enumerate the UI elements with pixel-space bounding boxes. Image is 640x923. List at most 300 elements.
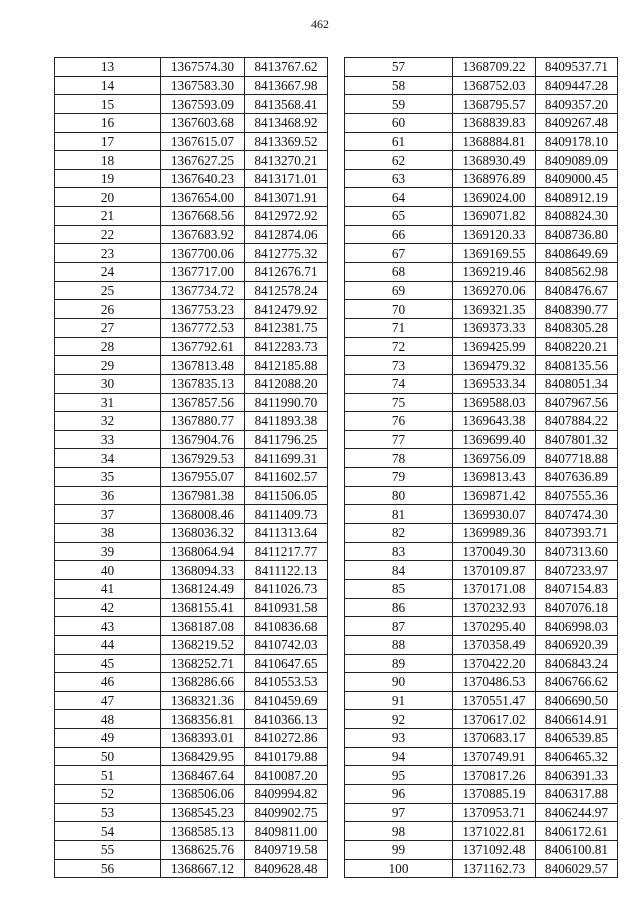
y-coordinate-cell: 8406690.50: [536, 691, 618, 710]
y-coordinate-cell: 8406317.88: [536, 784, 618, 803]
table-row: [55, 318, 328, 337]
x-coordinate-cell: 1370551.47: [453, 691, 536, 710]
table-row: [55, 822, 328, 841]
table-row: [55, 356, 328, 375]
table-row: [55, 673, 328, 692]
x-coordinate-cell: 1369756.09: [453, 449, 536, 468]
table-row: [345, 393, 618, 412]
x-coordinate-cell: 1367627.25: [161, 151, 245, 170]
table-row: [345, 281, 618, 300]
table-row: [345, 598, 618, 617]
table-row: [55, 169, 328, 188]
x-coordinate-cell: 1368976.89: [453, 169, 536, 188]
x-coordinate-cell: 1367593.09: [161, 95, 245, 114]
point-number-cell: 35: [55, 468, 161, 487]
table-row: [55, 393, 328, 412]
x-coordinate-cell: 1370617.02: [453, 710, 536, 729]
x-coordinate-cell: 1369071.82: [453, 207, 536, 226]
y-coordinate-cell: 8407555.36: [536, 486, 618, 505]
x-coordinate-cell: 1370232.93: [453, 598, 536, 617]
table-row: [345, 374, 618, 393]
table-row: [55, 617, 328, 636]
point-number-cell: 45: [55, 654, 161, 673]
point-number-cell: 60: [345, 113, 453, 132]
point-number-cell: 94: [345, 747, 453, 766]
y-coordinate-cell: 8411699.31: [245, 449, 328, 468]
point-number-cell: 91: [345, 691, 453, 710]
x-coordinate-cell: 1370953.71: [453, 803, 536, 822]
x-coordinate-cell: 1367772.53: [161, 318, 245, 337]
point-number-cell: 40: [55, 561, 161, 580]
x-coordinate-cell: 1369024.00: [453, 188, 536, 207]
y-coordinate-cell: 8409902.75: [245, 803, 328, 822]
x-coordinate-cell: 1368709.22: [453, 58, 536, 77]
x-coordinate-cell: 1368094.33: [161, 561, 245, 580]
x-coordinate-cell: 1368155.41: [161, 598, 245, 617]
table-row: [345, 76, 618, 95]
table-row: [55, 188, 328, 207]
y-coordinate-cell: 8412874.06: [245, 225, 328, 244]
table-row: [55, 281, 328, 300]
y-coordinate-cell: 8408220.21: [536, 337, 618, 356]
x-coordinate-cell: 1370049.30: [453, 542, 536, 561]
x-coordinate-cell: 1370171.08: [453, 579, 536, 598]
x-coordinate-cell: 1369533.34: [453, 374, 536, 393]
table-row: [345, 635, 618, 654]
table-row: [55, 654, 328, 673]
x-coordinate-cell: 1371022.81: [453, 822, 536, 841]
point-number-cell: 20: [55, 188, 161, 207]
table-row: [55, 412, 328, 431]
x-coordinate-cell: 1367813.48: [161, 356, 245, 375]
y-coordinate-cell: 8412088.20: [245, 374, 328, 393]
x-coordinate-cell: 1369699.40: [453, 430, 536, 449]
x-coordinate-cell: 1367981.38: [161, 486, 245, 505]
point-number-cell: 100: [345, 859, 453, 878]
y-coordinate-cell: 8410179.88: [245, 747, 328, 766]
y-coordinate-cell: 8410272.86: [245, 729, 328, 748]
table-row: [55, 729, 328, 748]
table-row: [345, 225, 618, 244]
x-coordinate-cell: 1370486.53: [453, 673, 536, 692]
x-coordinate-cell: 1368321.36: [161, 691, 245, 710]
point-number-cell: 93: [345, 729, 453, 748]
y-coordinate-cell: 8410366.13: [245, 710, 328, 729]
y-coordinate-cell: 8411602.57: [245, 468, 328, 487]
table-row: [345, 561, 618, 580]
x-coordinate-cell: 1369989.36: [453, 524, 536, 543]
point-number-cell: 83: [345, 542, 453, 561]
y-coordinate-cell: 8406539.85: [536, 729, 618, 748]
y-coordinate-cell: 8413071.91: [245, 188, 328, 207]
point-number-cell: 47: [55, 691, 161, 710]
x-coordinate-cell: 1369930.07: [453, 505, 536, 524]
x-coordinate-cell: 1368585.13: [161, 822, 245, 841]
y-coordinate-cell: 8411313.64: [245, 524, 328, 543]
table-row: [55, 430, 328, 449]
x-coordinate-cell: 1367792.61: [161, 337, 245, 356]
y-coordinate-cell: 8413468.92: [245, 113, 328, 132]
y-coordinate-cell: 8412578.24: [245, 281, 328, 300]
x-coordinate-cell: 1370109.87: [453, 561, 536, 580]
x-coordinate-cell: 1370683.17: [453, 729, 536, 748]
x-coordinate-cell: 1368467.64: [161, 766, 245, 785]
point-number-cell: 84: [345, 561, 453, 580]
point-number-cell: 38: [55, 524, 161, 543]
point-number-cell: 72: [345, 337, 453, 356]
table-row: [345, 207, 618, 226]
table-row: [345, 58, 618, 77]
coordinates-table-right: [344, 57, 618, 878]
table-row: [55, 58, 328, 77]
y-coordinate-cell: 8409357.20: [536, 95, 618, 114]
table-row: [345, 654, 618, 673]
table-row: [345, 840, 618, 859]
point-number-cell: 22: [55, 225, 161, 244]
x-coordinate-cell: 1367574.30: [161, 58, 245, 77]
x-coordinate-cell: 1370358.49: [453, 635, 536, 654]
point-number-cell: 69: [345, 281, 453, 300]
point-number-cell: 73: [345, 356, 453, 375]
x-coordinate-cell: 1367929.53: [161, 449, 245, 468]
point-number-cell: 87: [345, 617, 453, 636]
point-number-cell: 29: [55, 356, 161, 375]
table-row: [55, 505, 328, 524]
x-coordinate-cell: 1367654.00: [161, 188, 245, 207]
y-coordinate-cell: 8409719.58: [245, 840, 328, 859]
point-number-cell: 75: [345, 393, 453, 412]
y-coordinate-cell: 8407801.32: [536, 430, 618, 449]
x-coordinate-cell: 1368884.81: [453, 132, 536, 151]
point-number-cell: 50: [55, 747, 161, 766]
table-row: [55, 598, 328, 617]
y-coordinate-cell: 8410742.03: [245, 635, 328, 654]
table-row: [345, 486, 618, 505]
y-coordinate-cell: 8407967.56: [536, 393, 618, 412]
x-coordinate-cell: 1368429.95: [161, 747, 245, 766]
y-coordinate-cell: 8412185.88: [245, 356, 328, 375]
table-row: [55, 561, 328, 580]
table-row: [55, 337, 328, 356]
point-number-cell: 13: [55, 58, 161, 77]
y-coordinate-cell: 8412381.75: [245, 318, 328, 337]
point-number-cell: 78: [345, 449, 453, 468]
x-coordinate-cell: 1370817.26: [453, 766, 536, 785]
y-coordinate-cell: 8409628.48: [245, 859, 328, 878]
table-row: [345, 151, 618, 170]
point-number-cell: 71: [345, 318, 453, 337]
table-row: [55, 76, 328, 95]
x-coordinate-cell: 1368124.49: [161, 579, 245, 598]
y-coordinate-cell: 8409811.00: [245, 822, 328, 841]
y-coordinate-cell: 8409447.28: [536, 76, 618, 95]
table-row: [345, 822, 618, 841]
point-number-cell: 58: [345, 76, 453, 95]
x-coordinate-cell: 1369479.32: [453, 356, 536, 375]
table-row: [345, 412, 618, 431]
y-coordinate-cell: 8412972.92: [245, 207, 328, 226]
point-number-cell: 34: [55, 449, 161, 468]
x-coordinate-cell: 1368839.83: [453, 113, 536, 132]
x-coordinate-cell: 1367640.23: [161, 169, 245, 188]
point-number-cell: 33: [55, 430, 161, 449]
y-coordinate-cell: 8413171.01: [245, 169, 328, 188]
table-row: [55, 225, 328, 244]
point-number-cell: 63: [345, 169, 453, 188]
y-coordinate-cell: 8406244.97: [536, 803, 618, 822]
point-number-cell: 66: [345, 225, 453, 244]
point-number-cell: 95: [345, 766, 453, 785]
table-row: [345, 300, 618, 319]
x-coordinate-cell: 1370749.91: [453, 747, 536, 766]
x-coordinate-cell: 1369120.33: [453, 225, 536, 244]
x-coordinate-cell: 1367734.72: [161, 281, 245, 300]
x-coordinate-cell: 1369219.46: [453, 263, 536, 282]
point-number-cell: 26: [55, 300, 161, 319]
point-number-cell: 15: [55, 95, 161, 114]
x-coordinate-cell: 1368393.01: [161, 729, 245, 748]
x-coordinate-cell: 1367717.00: [161, 263, 245, 282]
table-row: [345, 579, 618, 598]
y-coordinate-cell: 8406920.39: [536, 635, 618, 654]
y-coordinate-cell: 8406998.03: [536, 617, 618, 636]
table-row: [345, 710, 618, 729]
point-number-cell: 88: [345, 635, 453, 654]
y-coordinate-cell: 8411122.13: [245, 561, 328, 580]
y-coordinate-cell: 8408135.56: [536, 356, 618, 375]
point-number-cell: 19: [55, 169, 161, 188]
x-coordinate-cell: 1368752.03: [453, 76, 536, 95]
table-row: [345, 113, 618, 132]
table-row: [345, 468, 618, 487]
y-coordinate-cell: 8407393.71: [536, 524, 618, 543]
y-coordinate-cell: 8412479.92: [245, 300, 328, 319]
x-coordinate-cell: 1368795.57: [453, 95, 536, 114]
table-row: [345, 747, 618, 766]
y-coordinate-cell: 8411796.25: [245, 430, 328, 449]
table-row: [345, 542, 618, 561]
x-coordinate-cell: 1369425.99: [453, 337, 536, 356]
x-coordinate-cell: 1368008.46: [161, 505, 245, 524]
point-number-cell: 56: [55, 859, 161, 878]
table-row: [345, 691, 618, 710]
table-row: [345, 263, 618, 282]
x-coordinate-cell: 1367683.92: [161, 225, 245, 244]
point-number-cell: 27: [55, 318, 161, 337]
y-coordinate-cell: 8411506.05: [245, 486, 328, 505]
x-coordinate-cell: 1367615.07: [161, 132, 245, 151]
point-number-cell: 25: [55, 281, 161, 300]
x-coordinate-cell: 1369321.35: [453, 300, 536, 319]
table-row: [345, 337, 618, 356]
point-number-cell: 48: [55, 710, 161, 729]
point-number-cell: 54: [55, 822, 161, 841]
x-coordinate-cell: 1367700.06: [161, 244, 245, 263]
x-coordinate-cell: 1370295.40: [453, 617, 536, 636]
y-coordinate-cell: 8410087.20: [245, 766, 328, 785]
point-number-cell: 24: [55, 263, 161, 282]
table-row: [345, 803, 618, 822]
y-coordinate-cell: 8411893.38: [245, 412, 328, 431]
y-coordinate-cell: 8411217.77: [245, 542, 328, 561]
point-number-cell: 99: [345, 840, 453, 859]
table-row: [345, 617, 618, 636]
x-coordinate-cell: 1368036.32: [161, 524, 245, 543]
x-coordinate-cell: 1367603.68: [161, 113, 245, 132]
table-row: [345, 524, 618, 543]
table-row: [55, 374, 328, 393]
table-row: [55, 263, 328, 282]
table-row: [345, 449, 618, 468]
page-number: 462: [311, 17, 329, 31]
y-coordinate-cell: 8406100.81: [536, 840, 618, 859]
point-number-cell: 64: [345, 188, 453, 207]
point-number-cell: 97: [345, 803, 453, 822]
point-number-cell: 55: [55, 840, 161, 859]
y-coordinate-cell: 8412775.32: [245, 244, 328, 263]
table-row: [345, 95, 618, 114]
y-coordinate-cell: 8407636.89: [536, 468, 618, 487]
y-coordinate-cell: 8406391.33: [536, 766, 618, 785]
point-number-cell: 46: [55, 673, 161, 692]
point-number-cell: 92: [345, 710, 453, 729]
point-number-cell: 61: [345, 132, 453, 151]
y-coordinate-cell: 8410459.69: [245, 691, 328, 710]
point-number-cell: 74: [345, 374, 453, 393]
y-coordinate-cell: 8412676.71: [245, 263, 328, 282]
table-row: [55, 766, 328, 785]
point-number-cell: 52: [55, 784, 161, 803]
point-number-cell: 16: [55, 113, 161, 132]
x-coordinate-cell: 1370422.20: [453, 654, 536, 673]
table-row: [345, 430, 618, 449]
table-row: [55, 300, 328, 319]
table-row: [345, 132, 618, 151]
table-row: [345, 318, 618, 337]
table-row: [55, 710, 328, 729]
y-coordinate-cell: 8407076.18: [536, 598, 618, 617]
x-coordinate-cell: 1369270.06: [453, 281, 536, 300]
x-coordinate-cell: 1369871.42: [453, 486, 536, 505]
y-coordinate-cell: 8406172.61: [536, 822, 618, 841]
point-number-cell: 65: [345, 207, 453, 226]
point-number-cell: 41: [55, 579, 161, 598]
x-coordinate-cell: 1367583.30: [161, 76, 245, 95]
y-coordinate-cell: 8408912.19: [536, 188, 618, 207]
y-coordinate-cell: 8413568.41: [245, 95, 328, 114]
x-coordinate-cell: 1369643.38: [453, 412, 536, 431]
point-number-cell: 43: [55, 617, 161, 636]
table-row: [55, 542, 328, 561]
point-number-cell: 21: [55, 207, 161, 226]
y-coordinate-cell: 8409267.48: [536, 113, 618, 132]
point-number-cell: 80: [345, 486, 453, 505]
table-row: [55, 486, 328, 505]
table-row: [55, 95, 328, 114]
y-coordinate-cell: 8406029.57: [536, 859, 618, 878]
y-coordinate-cell: 8409178.10: [536, 132, 618, 151]
table-row: [55, 132, 328, 151]
y-coordinate-cell: 8406766.62: [536, 673, 618, 692]
x-coordinate-cell: 1367668.56: [161, 207, 245, 226]
y-coordinate-cell: 8407154.83: [536, 579, 618, 598]
table-row: [55, 207, 328, 226]
table-row: [345, 188, 618, 207]
table-row: [55, 635, 328, 654]
table-row: [345, 859, 618, 878]
table-row: [55, 449, 328, 468]
x-coordinate-cell: 1369813.43: [453, 468, 536, 487]
table-row: [55, 151, 328, 170]
table-row: [55, 840, 328, 859]
y-coordinate-cell: 8407884.22: [536, 412, 618, 431]
y-coordinate-cell: 8409537.71: [536, 58, 618, 77]
table-row: [345, 356, 618, 375]
x-coordinate-cell: 1368667.12: [161, 859, 245, 878]
table-row: [55, 859, 328, 878]
y-coordinate-cell: 8409000.45: [536, 169, 618, 188]
point-number-cell: 31: [55, 393, 161, 412]
y-coordinate-cell: 8410931.58: [245, 598, 328, 617]
point-number-cell: 17: [55, 132, 161, 151]
y-coordinate-cell: 8406614.91: [536, 710, 618, 729]
point-number-cell: 76: [345, 412, 453, 431]
y-coordinate-cell: 8407474.30: [536, 505, 618, 524]
y-coordinate-cell: 8411409.73: [245, 505, 328, 524]
y-coordinate-cell: 8413369.52: [245, 132, 328, 151]
table-row: [345, 169, 618, 188]
x-coordinate-cell: 1368219.52: [161, 635, 245, 654]
table-row: [345, 766, 618, 785]
y-coordinate-cell: 8407313.60: [536, 542, 618, 561]
table-row: [55, 113, 328, 132]
point-number-cell: 86: [345, 598, 453, 617]
table-row: [55, 244, 328, 263]
y-coordinate-cell: 8406843.24: [536, 654, 618, 673]
y-coordinate-cell: 8408390.77: [536, 300, 618, 319]
x-coordinate-cell: 1367904.76: [161, 430, 245, 449]
point-number-cell: 81: [345, 505, 453, 524]
point-number-cell: 51: [55, 766, 161, 785]
table-row: [55, 784, 328, 803]
table-row: [55, 524, 328, 543]
y-coordinate-cell: 8413767.62: [245, 58, 328, 77]
y-coordinate-cell: 8408649.69: [536, 244, 618, 263]
point-number-cell: 36: [55, 486, 161, 505]
point-number-cell: 57: [345, 58, 453, 77]
y-coordinate-cell: 8409994.82: [245, 784, 328, 803]
table-row: [55, 468, 328, 487]
table-row: [55, 691, 328, 710]
table-row: [345, 784, 618, 803]
point-number-cell: 67: [345, 244, 453, 263]
point-number-cell: 68: [345, 263, 453, 282]
table-row: [345, 244, 618, 263]
x-coordinate-cell: 1368545.23: [161, 803, 245, 822]
y-coordinate-cell: 8408051.34: [536, 374, 618, 393]
point-number-cell: 44: [55, 635, 161, 654]
x-coordinate-cell: 1368356.81: [161, 710, 245, 729]
point-number-cell: 70: [345, 300, 453, 319]
x-coordinate-cell: 1367753.23: [161, 300, 245, 319]
x-coordinate-cell: 1370885.19: [453, 784, 536, 803]
point-number-cell: 28: [55, 337, 161, 356]
x-coordinate-cell: 1369373.33: [453, 318, 536, 337]
y-coordinate-cell: 8408476.67: [536, 281, 618, 300]
y-coordinate-cell: 8410647.65: [245, 654, 328, 673]
table-row: [55, 803, 328, 822]
point-number-cell: 90: [345, 673, 453, 692]
